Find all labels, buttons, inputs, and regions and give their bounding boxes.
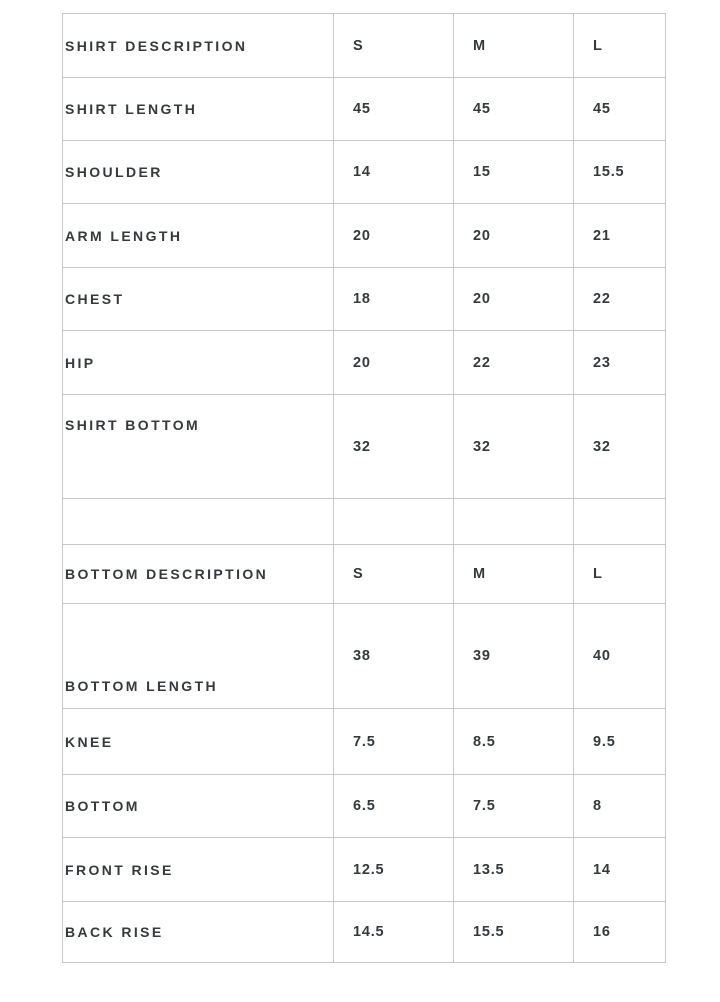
row-bottom [63, 775, 666, 838]
row-shirt-description-header [63, 14, 666, 78]
column-header-l: L [574, 14, 666, 78]
row-spacer [63, 499, 666, 545]
row-label-front-rise: FRONT RISE [63, 838, 334, 902]
cell-knee-m: 8.5 [454, 709, 574, 775]
row-label-arm-length: ARM LENGTH [63, 204, 334, 268]
column-header-l: L [574, 545, 666, 604]
spacer-cell [334, 499, 454, 545]
row-label-shoulder: SHOULDER [63, 141, 334, 204]
row-bottom-length [63, 604, 666, 709]
cell-knee-l: 9.5 [574, 709, 666, 775]
cell-arm-length-l: 21 [574, 204, 666, 268]
column-header-m: M [454, 545, 574, 604]
cell-front-rise-m: 13.5 [454, 838, 574, 902]
cell-shirt-length-l: 45 [574, 78, 666, 141]
cell-front-rise-s: 12.5 [334, 838, 454, 902]
cell-bottom-l: 8 [574, 775, 666, 838]
row-label-shirt-bottom: SHIRT BOTTOM [63, 395, 334, 499]
row-bottom-description-header [63, 545, 666, 604]
cell-hip-m: 22 [454, 331, 574, 395]
row-label-bottom: BOTTOM [63, 775, 334, 838]
cell-arm-length-s: 20 [334, 204, 454, 268]
row-label-shirt-length: SHIRT LENGTH [63, 78, 334, 141]
cell-chest-l: 22 [574, 268, 666, 331]
spacer-cell [454, 499, 574, 545]
row-label-chest: CHEST [63, 268, 334, 331]
cell-shoulder-l: 15.5 [574, 141, 666, 204]
column-header-s: S [334, 545, 454, 604]
row-shirt-length [63, 78, 666, 141]
row-label-bottom-description: BOTTOM DESCRIPTION [63, 545, 334, 604]
cell-shirt-length-m: 45 [454, 78, 574, 141]
cell-bottom-length-s: 38 [334, 604, 454, 709]
row-back-rise [63, 902, 666, 963]
row-label-shirt-description: SHIRT DESCRIPTION [63, 14, 334, 78]
cell-hip-l: 23 [574, 331, 666, 395]
cell-front-rise-l: 14 [574, 838, 666, 902]
cell-shirt-length-s: 45 [334, 78, 454, 141]
column-header-s: S [334, 14, 454, 78]
cell-back-rise-l: 16 [574, 902, 666, 963]
cell-bottom-length-m: 39 [454, 604, 574, 709]
cell-shirt-bottom-s: 32 [334, 395, 454, 499]
cell-bottom-s: 6.5 [334, 775, 454, 838]
cell-back-rise-s: 14.5 [334, 902, 454, 963]
cell-back-rise-m: 15.5 [454, 902, 574, 963]
row-shirt-bottom [63, 395, 666, 499]
cell-shoulder-s: 14 [334, 141, 454, 204]
cell-knee-s: 7.5 [334, 709, 454, 775]
cell-chest-s: 18 [334, 268, 454, 331]
row-knee [63, 709, 666, 775]
cell-hip-s: 20 [334, 331, 454, 395]
row-hip [63, 331, 666, 395]
row-shoulder [63, 141, 666, 204]
spacer-cell [63, 499, 334, 545]
row-chest [63, 268, 666, 331]
row-front-rise [63, 838, 666, 902]
cell-shoulder-m: 15 [454, 141, 574, 204]
size-chart-table [62, 13, 666, 963]
row-label-back-rise: BACK RISE [63, 902, 334, 963]
cell-arm-length-m: 20 [454, 204, 574, 268]
cell-shirt-bottom-l: 32 [574, 395, 666, 499]
spacer-cell [574, 499, 666, 545]
row-arm-length [63, 204, 666, 268]
column-header-m: M [454, 14, 574, 78]
cell-shirt-bottom-m: 32 [454, 395, 574, 499]
row-label-bottom-length: BOTTOM LENGTH [63, 604, 334, 709]
cell-bottom-m: 7.5 [454, 775, 574, 838]
row-label-hip: HIP [63, 331, 334, 395]
row-label-knee: KNEE [63, 709, 334, 775]
cell-bottom-length-l: 40 [574, 604, 666, 709]
size-chart-container [62, 13, 666, 963]
cell-chest-m: 20 [454, 268, 574, 331]
